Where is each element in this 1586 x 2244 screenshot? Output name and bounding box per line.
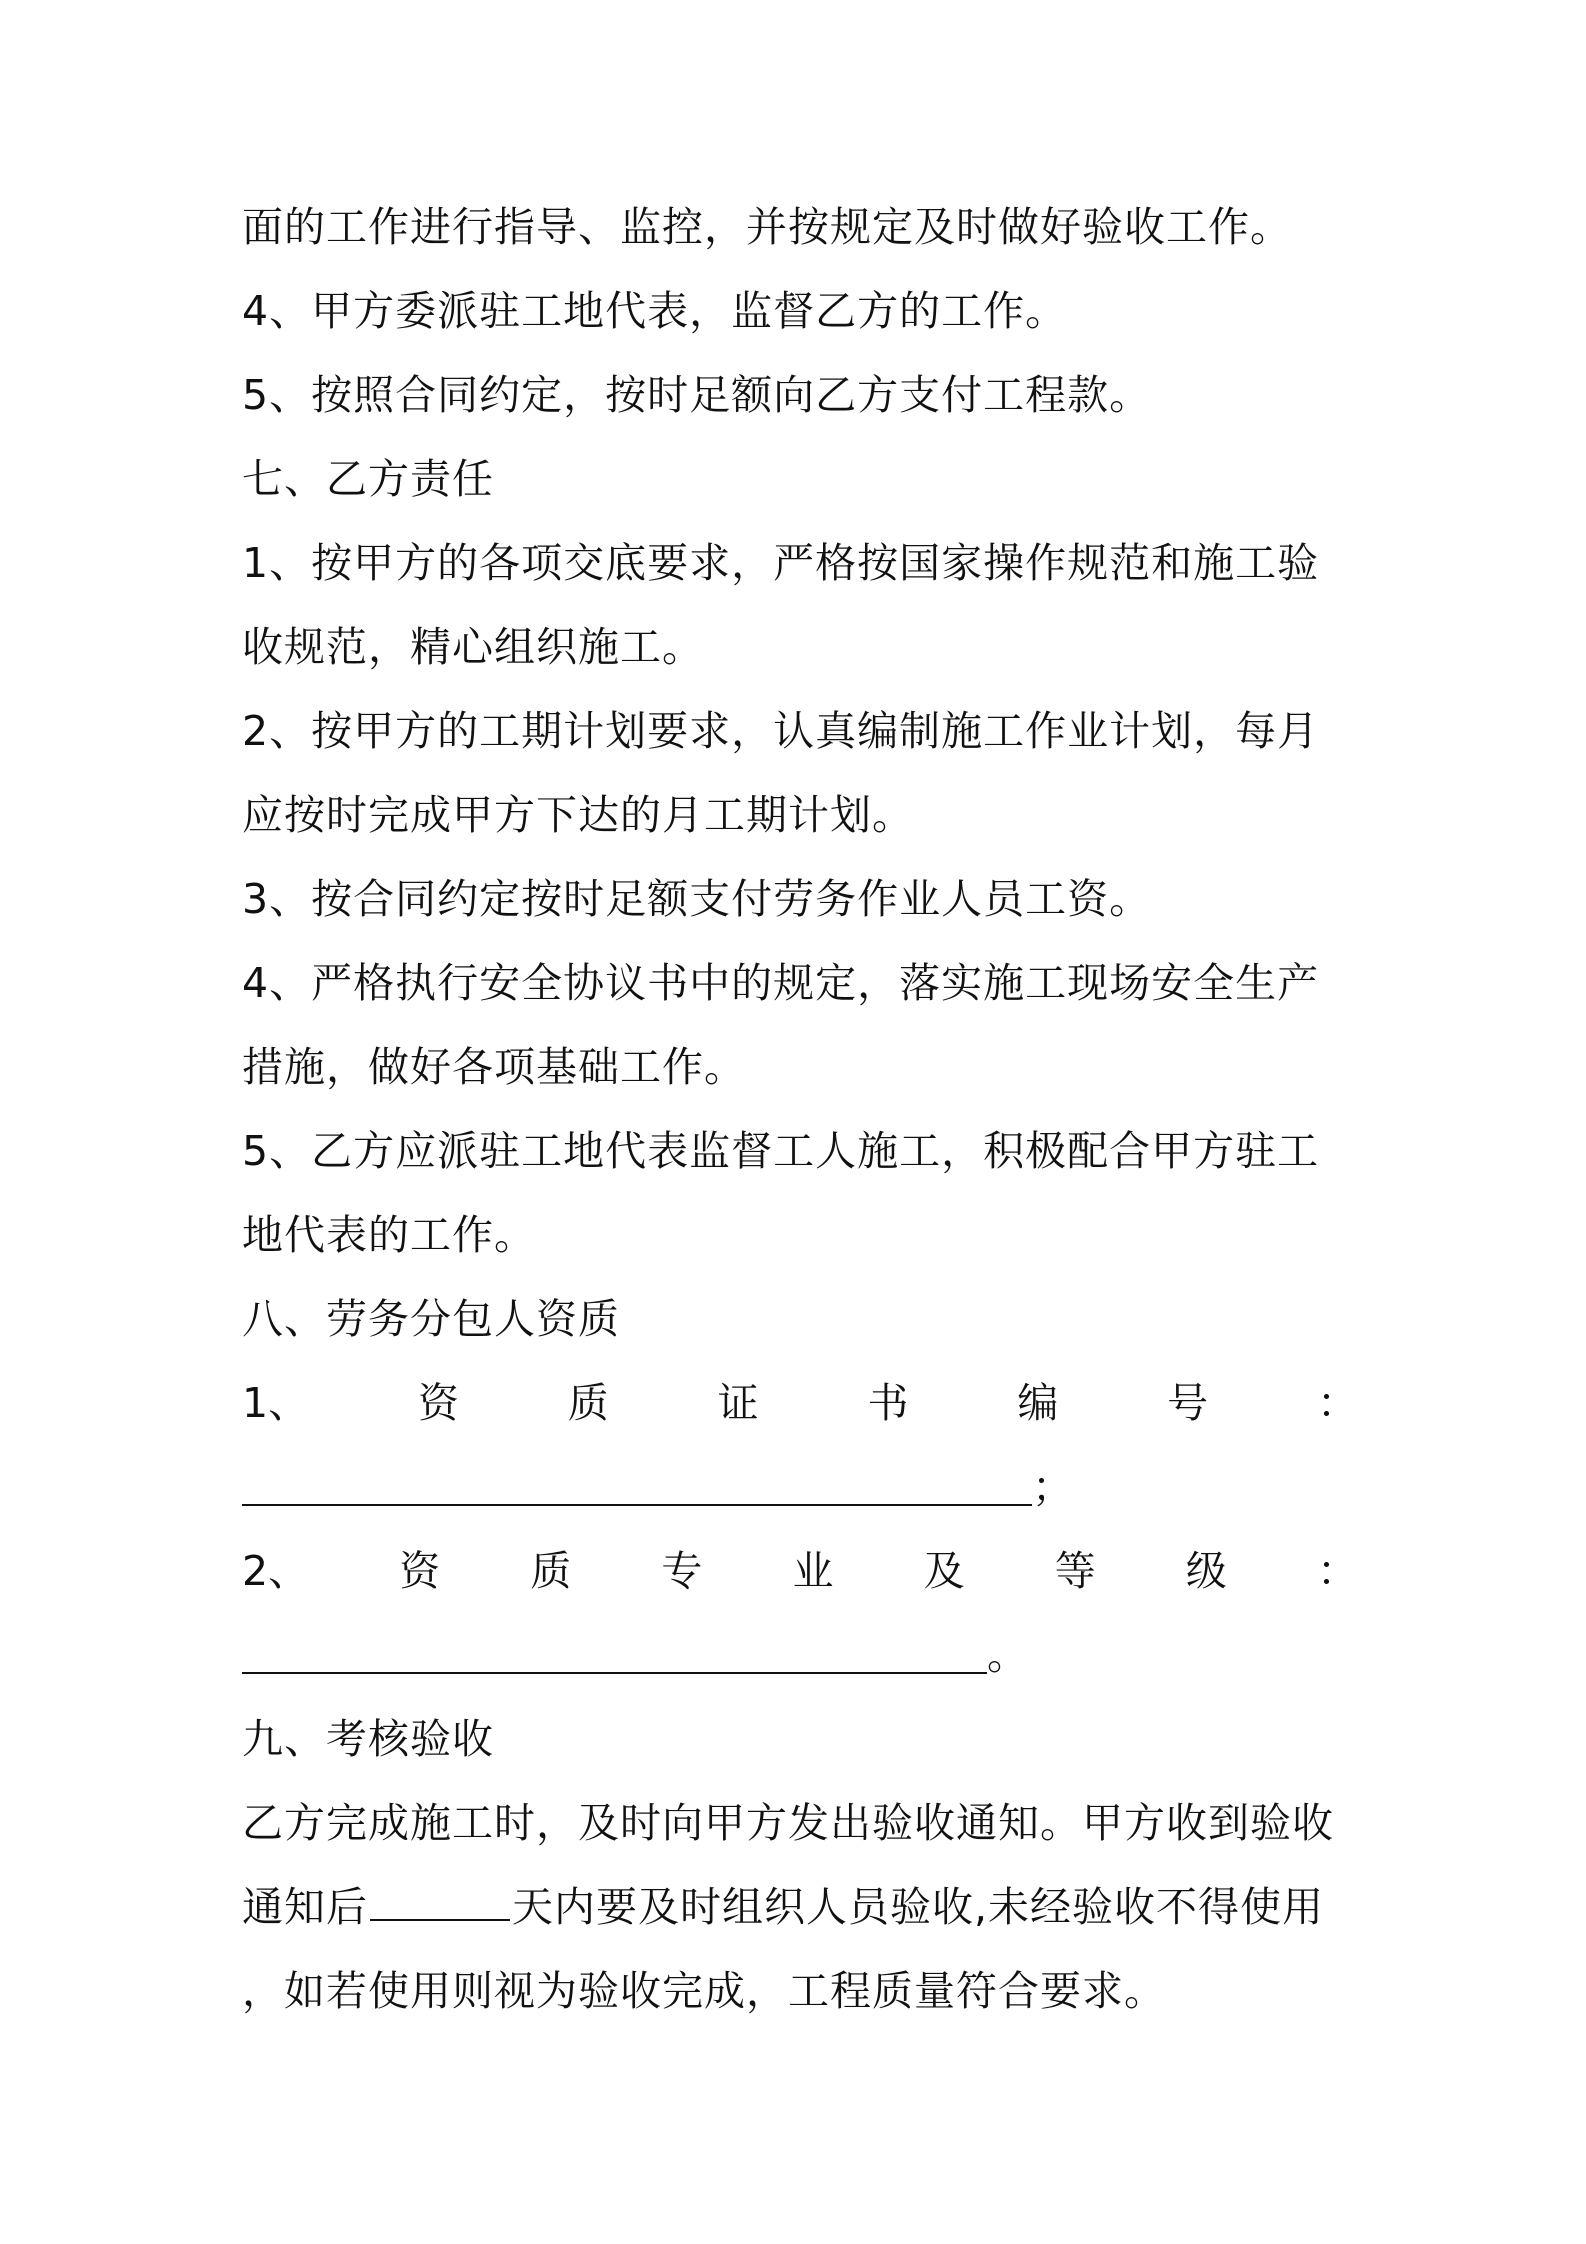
acceptance-line-2-before: 通知后 [242, 1883, 368, 1931]
qual1-char: 编 [1017, 1379, 1059, 1427]
cert-number-blank[interactable] [242, 1504, 1032, 1506]
text-line-8: 应按时完成甲方下达的月工期计划。 [242, 791, 914, 839]
days-blank[interactable] [370, 1919, 510, 1921]
qual2-char: 资 [399, 1547, 441, 1595]
qual1-char: 1、 [242, 1379, 310, 1427]
section-heading-9: 九、考核验收 [242, 1715, 494, 1763]
qual1-char: 号 [1167, 1379, 1209, 1427]
qualification-level-label [242, 1536, 1358, 1606]
section-heading-8: 八、劳务分包人资质 [242, 1295, 620, 1343]
acceptance-line-2 [242, 1872, 1358, 1942]
qual2-char: 专 [661, 1547, 703, 1595]
acceptance-line-1: 乙方完成施工时，及时向甲方发出验收通知。甲方收到验收 [242, 1799, 1334, 1847]
qual2-char: 级 [1185, 1547, 1227, 1595]
qual2-char: 质 [530, 1547, 572, 1595]
qualification-cert-blank-row [242, 1452, 1073, 1522]
text-line-1: 面的工作进行指导、监控，并按规定及时做好验收工作。 [242, 203, 1292, 251]
text-line-10: 4、严格执行安全协议书中的规定，落实施工现场安全生产 [242, 959, 1320, 1007]
cert-number-end: ； [1032, 1463, 1073, 1511]
text-line-2: 4、甲方委派驻工地代表，监督乙方的工作。 [242, 287, 1068, 335]
text-line-12: 5、乙方应派驻工地代表监督工人施工，积极配合甲方驻工 [242, 1127, 1320, 1175]
qual1-char: 质 [567, 1379, 609, 1427]
qual2-char: 业 [792, 1547, 834, 1595]
text-line-13: 地代表的工作。 [242, 1211, 536, 1259]
text-line-6: 收规范，精心组织施工。 [242, 623, 704, 671]
text-line-11: 措施，做好各项基础工作。 [242, 1043, 746, 1091]
qual2-char: ： [1316, 1547, 1358, 1595]
qual1-char: 书 [867, 1379, 909, 1427]
qualification-level-blank[interactable] [242, 1672, 987, 1674]
qualification-level-blank-row [242, 1620, 1028, 1690]
qual2-char: 等 [1054, 1547, 1096, 1595]
qualification-cert-label [242, 1368, 1358, 1438]
qual2-char: 2、 [242, 1547, 310, 1595]
section-heading-7: 七、乙方责任 [242, 455, 494, 503]
qual1-char: 证 [717, 1379, 759, 1427]
text-line-5: 1、按甲方的各项交底要求，严格按国家操作规范和施工验 [242, 539, 1320, 587]
qual1-char: ： [1317, 1379, 1358, 1427]
qual2-char: 及 [923, 1547, 965, 1595]
text-line-3: 5、按照合同约定，按时足额向乙方支付工程款。 [242, 371, 1152, 419]
acceptance-line-2-after: 天内要及时组织人员验收,未经验收不得使用 [512, 1883, 1325, 1931]
text-line-7: 2、按甲方的工期计划要求，认真编制施工作业计划，每月 [242, 707, 1320, 755]
qual1-char: 资 [417, 1379, 459, 1427]
qualification-level-end: 。 [987, 1631, 1028, 1679]
text-line-9: 3、按合同约定按时足额支付劳务作业人员工资。 [242, 875, 1152, 923]
acceptance-line-3: ，如若使用则视为验收完成，工程质量符合要求。 [242, 1967, 1166, 2015]
